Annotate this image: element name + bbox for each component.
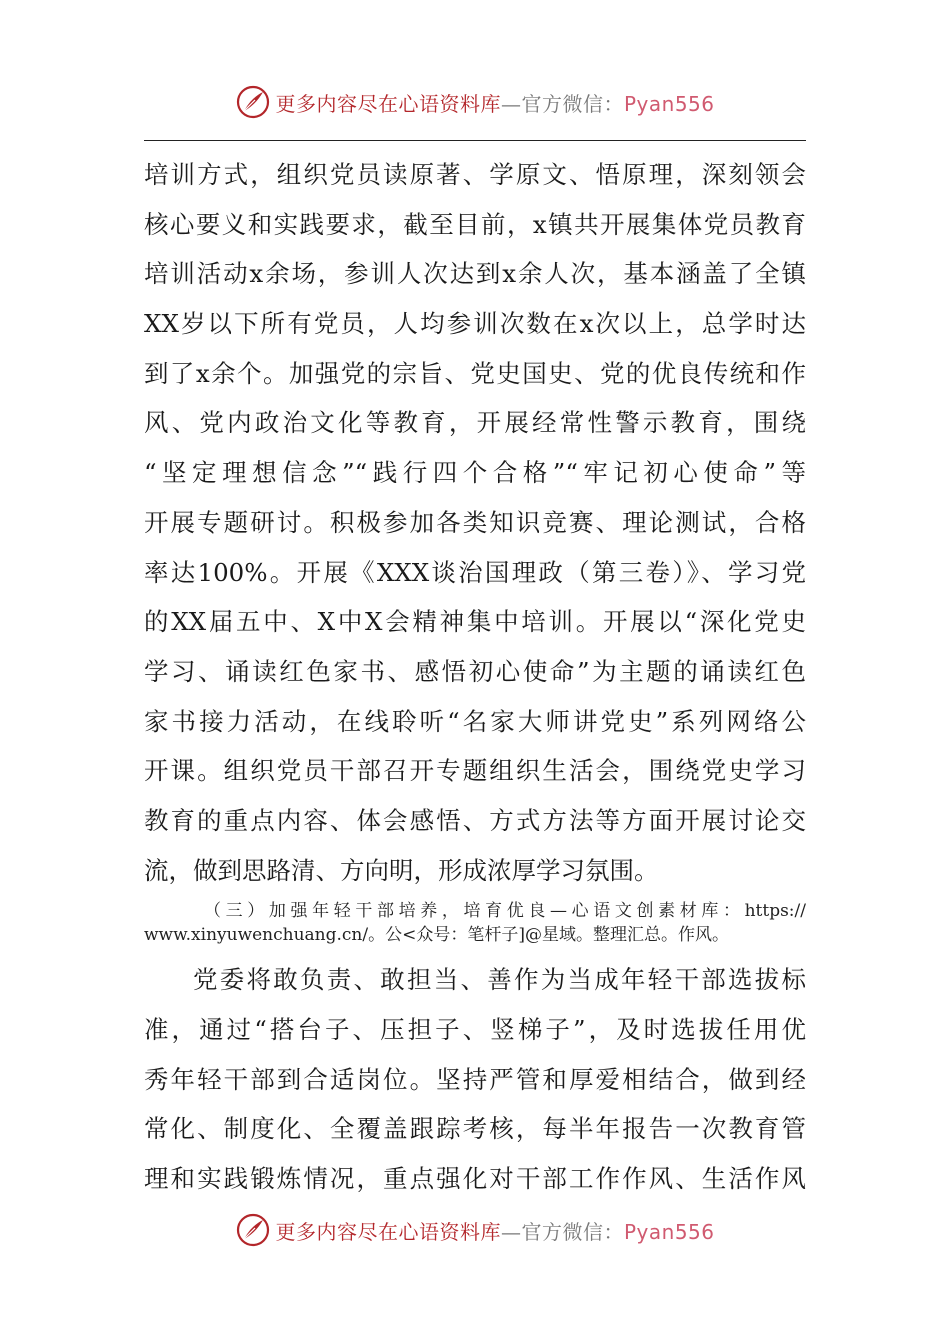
section-heading-line-1: （三）加强年轻干部培养，培育优良—心语文创素材库：https:// bbox=[204, 901, 806, 922]
text-line: XX岁以下所有党员，人均参训次数在x次以上，总学时达 bbox=[144, 309, 806, 339]
wechat-label: 官方微信： bbox=[521, 91, 624, 116]
text-line: 开展专题研讨。积极参加各类知识竞赛、理论测试，合格 bbox=[144, 507, 806, 537]
text-line: 到了x余个。加强党的宗旨、党史国史、党的优良传统和作 bbox=[144, 358, 806, 388]
wechat-id: Pyan556 bbox=[623, 91, 715, 116]
text-line: 流，做到思路清、方向明，形成浓厚学习氛围。 bbox=[144, 855, 659, 885]
text-line: 培训方式，组织党员读原著、学原文、悟原理，深刻领会 bbox=[144, 160, 806, 189]
text-line: 核心要义和实践要求，截至目前，x镇共开展集体党员教育 bbox=[144, 209, 806, 239]
text-line: 家书接力活动，在线聆听“名家大师讲党史”系列网络公 bbox=[144, 706, 806, 736]
text-line: 秀年轻干部到合适岗位。坚持严管和厚爱相结合，做到经 bbox=[144, 1064, 806, 1094]
text-line: 准，通过“搭台子、压担子、竖梯子”，及时选拔任用优 bbox=[144, 1015, 806, 1044]
wechat-label: 官方微信： bbox=[521, 1219, 624, 1244]
text-line: 的XX届五中、X中X会精神集中培训。开展以“深化党史 bbox=[144, 607, 806, 637]
brand-name: 更多内容尽在心语资料库 bbox=[275, 91, 501, 116]
paragraph-continued bbox=[144, 150, 806, 895]
section-heading-line-2: www.xinyuwenchuang.cn/。公<众号：笔杆子]@星域。整理汇总。作风。 bbox=[144, 925, 729, 946]
document-body bbox=[144, 150, 806, 1204]
text-line: 理和实践锻炼情况，重点强化对干部工作作风、生活作风 bbox=[144, 1164, 806, 1194]
section-heading bbox=[144, 899, 806, 947]
paragraph bbox=[144, 955, 806, 1203]
brand-dash: — bbox=[500, 1219, 522, 1244]
text-line: 率达100%。开展《XXX谈治国理政（第三卷）》、学习党 bbox=[144, 557, 806, 587]
page-footer-watermark bbox=[0, 1210, 950, 1250]
brand-dash: — bbox=[500, 91, 522, 116]
text-line: “坚定理想信念”“践行四个合格”“牢记初心使命”等 bbox=[144, 458, 806, 488]
wechat-id: Pyan556 bbox=[623, 1219, 715, 1244]
text-line: 常化、制度化、全覆盖跟踪考核，每半年报告一次教育管 bbox=[144, 1114, 806, 1144]
text-line: 教育的重点内容、体会感悟、方式方法等方面开展讨论交 bbox=[144, 805, 806, 835]
brand-name: 更多内容尽在心语资料库 bbox=[275, 1219, 501, 1244]
text-line: 开课。组织党员干部召开专题组织生活会，围绕党史学习 bbox=[144, 756, 806, 786]
feather-pen-icon bbox=[235, 84, 271, 120]
text-line: 培训活动x余场，参训人次达到x余人次，基本涵盖了全镇 bbox=[144, 259, 806, 289]
text-line: 党委将敢负责、敢担当、善作为当成年轻干部选拔标 bbox=[193, 965, 806, 995]
text-line: 风、党内政治文化等教育，开展经常性警示教育，围绕 bbox=[144, 408, 806, 438]
text-line: 学习、诵读红色家书、感悟初心使命”为主题的诵读红色 bbox=[144, 656, 806, 686]
feather-pen-icon bbox=[235, 1212, 271, 1248]
header-rule bbox=[144, 140, 806, 141]
page-header-watermark bbox=[0, 82, 950, 122]
